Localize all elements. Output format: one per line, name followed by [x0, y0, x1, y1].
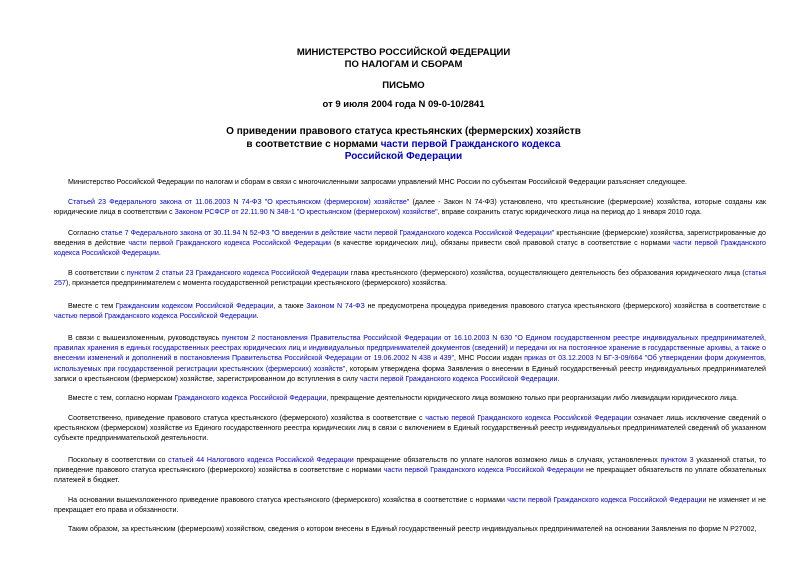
paragraph-3	[54, 228, 766, 259]
paragraph-11-text: Таким образом, за крестьянским (фермерским) хозяйством, сведения о котором внесены в Единый государственный реестр индивидуальных предпринимателей на основании Заявления по форме N Р27002,	[68, 525, 757, 533]
legal-link[interactable]: части первой Гражданского кодекса Российской Федерации	[128, 239, 332, 248]
paragraph-4	[54, 268, 766, 288]
paragraph-text: Соответственно, приведение правового статуса крестьянского (фермерского) хозяйства в соответствие с	[68, 414, 426, 422]
paragraph-11	[54, 524, 766, 534]
paragraph-text: указанной статьи, то приведение правового статуса крестьянского (фермерского) хозяйства в соответствие с нормами	[54, 456, 766, 475]
paragraph-6	[54, 333, 766, 384]
legal-link[interactable]: пунктом 2 постановления Правительства Российской Федерации от 16.10.2003 N 630 "О Едином государственном реестре индивидуальных предпринимателей, правилах хранения в единых государственных реестрах юридических лиц и индивидуальных предпринимателей документов (сведений) и передачи их на постоянное хранение в государственные архивы, а также о внесении изменений и дополнений в постановления Правительства Российской Федерации от 19.06.2002 N 438 и 439"	[54, 334, 766, 363]
title-line1: О приведении правового статуса крестьянских (фермерских) хозяйств	[226, 126, 581, 137]
title-line2	[0, 139, 807, 152]
legal-link[interactable]: части первой Гражданского кодекса Российской Федерации	[54, 239, 766, 258]
legal-link[interactable]: Статьей 23 Федерального закона от 11.06.2003 N 74-ФЗ "О крестьянском (фермерском) хозяйстве"	[68, 198, 410, 206]
legal-link[interactable]: частью первой Гражданского кодекса Российской Федерации	[425, 414, 632, 422]
paragraph-2	[54, 197, 766, 217]
paragraph-text: .	[158, 249, 161, 258]
legal-link[interactable]: статья 257	[54, 269, 766, 288]
legal-link[interactable]: статьей 44 Налогового кодекса Российской Федерации	[168, 456, 354, 464]
paragraph-text: , прекращение деятельности юридического лица возможно только при реорганизации либо ликвидации юридического лица.	[326, 394, 739, 402]
paragraph-text: (в качестве юридических лиц), обязаны привести свой правовой статус в соответствие с нормами	[331, 239, 674, 248]
legal-link[interactable]: Законом РСФСР от 22.11.90 N 348-1 "О крестьянском (фермерском) хозяйстве"	[174, 208, 438, 217]
paragraph-8	[54, 413, 766, 444]
ministry-header	[0, 47, 807, 71]
paragraph-text: Согласно	[68, 229, 102, 237]
title-link-part2[interactable]: Российской Федерации	[344, 151, 463, 162]
paragraph-text: не предусмотрена процедура приведения правового статуса крестьянского (фермерского) хозяйства в соответствие с	[364, 302, 767, 310]
paragraph-text: Вместе с тем	[68, 302, 116, 310]
paragraph-text: крестьянские (фермерские) хозяйства, зарегистрированные до введения в действие	[54, 229, 766, 248]
paragraph-1	[54, 177, 766, 187]
paragraph-text: означает лишь исключение сведений о крестьянском (фермерском) хозяйстве из Единого государственного реестра юридических лиц в связи с включением в Единый государственный реестр индивидуальных предпринимателей сведений об указанном субъекте предпринимательской деятельности.	[54, 414, 766, 443]
title-line2-text: в соответствие с нормами	[246, 138, 381, 150]
paragraph-text: , а также	[273, 302, 307, 310]
paragraph-text: прекращение обязательств по уплате налогов возможно лишь в случаях, установленных	[353, 456, 661, 464]
paragraph-text: .	[557, 374, 560, 383]
legal-link[interactable]: части первой Гражданского кодекса Российской Федерации	[507, 496, 707, 504]
paragraph-1-text: Министерство Российской Федерации по налогам и сборам в связи с многочисленными запросами управлений МНС России по субъектам Российской Федерации разъясняет следующее.	[68, 178, 688, 186]
paragraph-text: , МНС России издан	[454, 354, 525, 363]
paragraph-5	[54, 301, 766, 321]
paragraph-10	[54, 495, 766, 515]
paragraph-text: , вправе сохранить статус юридического лица на период до 1 января 2010 года.	[437, 208, 702, 217]
title-link-part1[interactable]: части первой Гражданского кодекса	[380, 138, 561, 150]
legal-link[interactable]: Гражданского кодекса Российской Федерации	[174, 394, 327, 402]
paragraph-indent	[54, 198, 68, 206]
paragraph-indent	[54, 394, 68, 402]
paragraph-text: В связи с вышеизложенным, руководствуясь	[68, 334, 222, 342]
legal-link[interactable]: частью первой Гражданского кодекса Российской Федерации	[54, 312, 257, 321]
paragraph-indent	[54, 269, 68, 277]
legal-link[interactable]: Законом N 74-ФЗ	[306, 302, 365, 310]
paragraph-indent	[54, 302, 68, 310]
doc-title	[0, 126, 807, 164]
paragraph-text: Поскольку в соответствии со	[68, 456, 169, 464]
paragraph-text: ), признается предпринимателем с момента государственной регистрации крестьянского (фермерского) хозяйства.	[65, 279, 448, 288]
paragraph-text: не прекращает обязательств по уплате обязательных платежей в бюджет.	[54, 466, 766, 485]
ministry-line2: ПО НАЛОГАМ И СБОРАМ	[344, 59, 463, 70]
paragraph-text: глава крестьянского (фермерского) хозяйства, осуществляющего деятельность без образования юридического лица (	[348, 269, 745, 277]
doc-date-number: от 9 июля 2004 года N 09-0-10/2841	[322, 99, 485, 110]
legal-link[interactable]: пунктом 3	[660, 456, 694, 464]
paragraph-text: На основании вышеизложенного приведение правового статуса крестьянского (фермерского) хозяйства в соответствие с нормами	[68, 496, 508, 504]
legal-link[interactable]: части первой Гражданского кодекса Российской Федерации	[383, 466, 584, 475]
legal-link[interactable]: части первой Гражданского кодекса Российской Федерации	[359, 374, 558, 383]
legal-link[interactable]: Гражданским кодексом Российской Федерации	[115, 302, 274, 310]
paragraph-text: Вместе с тем, согласно нормам	[68, 394, 175, 402]
paragraph-indent	[54, 414, 68, 422]
paragraph-9	[54, 455, 766, 486]
paragraph-indent	[54, 229, 68, 237]
paragraph-text: .	[256, 312, 259, 321]
doc-type: ПИСЬМО	[382, 80, 425, 91]
legal-link[interactable]: пунктом 2 статьи 23 Гражданского кодекса Российской Федерации	[126, 269, 349, 277]
paragraph-indent	[54, 334, 68, 342]
paragraph-text: В соответствии с	[68, 269, 127, 277]
paragraph-indent	[54, 456, 68, 464]
paragraph-text: не изменяет и не прекращает его права и обязанности.	[54, 496, 767, 515]
paragraph-7	[54, 393, 766, 403]
ministry-line1: МИНИСТЕРСТВО РОССИЙСКОЙ ФЕДЕРАЦИИ	[296, 47, 511, 58]
legal-link[interactable]: приказ от 03.12.2003 N БГ-3-09/664 "Об утверждении форм документов, используемых при государственной регистрации крестьянских (фермерских) хозяйств"	[54, 354, 766, 373]
paragraph-indent	[54, 496, 68, 504]
paragraph-text: , которым утверждена форма Заявления о внесении в Единый государственный реестр индивидуальных предпринимателей записи о крестьянском (фермерском) хозяйстве, зарегистрированном до вступления в силу	[54, 364, 766, 383]
paragraph-text: (далее - Закон N 74-ФЗ) установлено, что крестьянские (фермерские) хозяйства, которые созданы как юридические лица в соответствии с	[54, 198, 766, 217]
legal-link[interactable]: статье 7 Федерального закона от 30.11.94 N 52-ФЗ "О введении в действие части первой Гражданского кодекса Российской Федерации"	[101, 229, 555, 237]
